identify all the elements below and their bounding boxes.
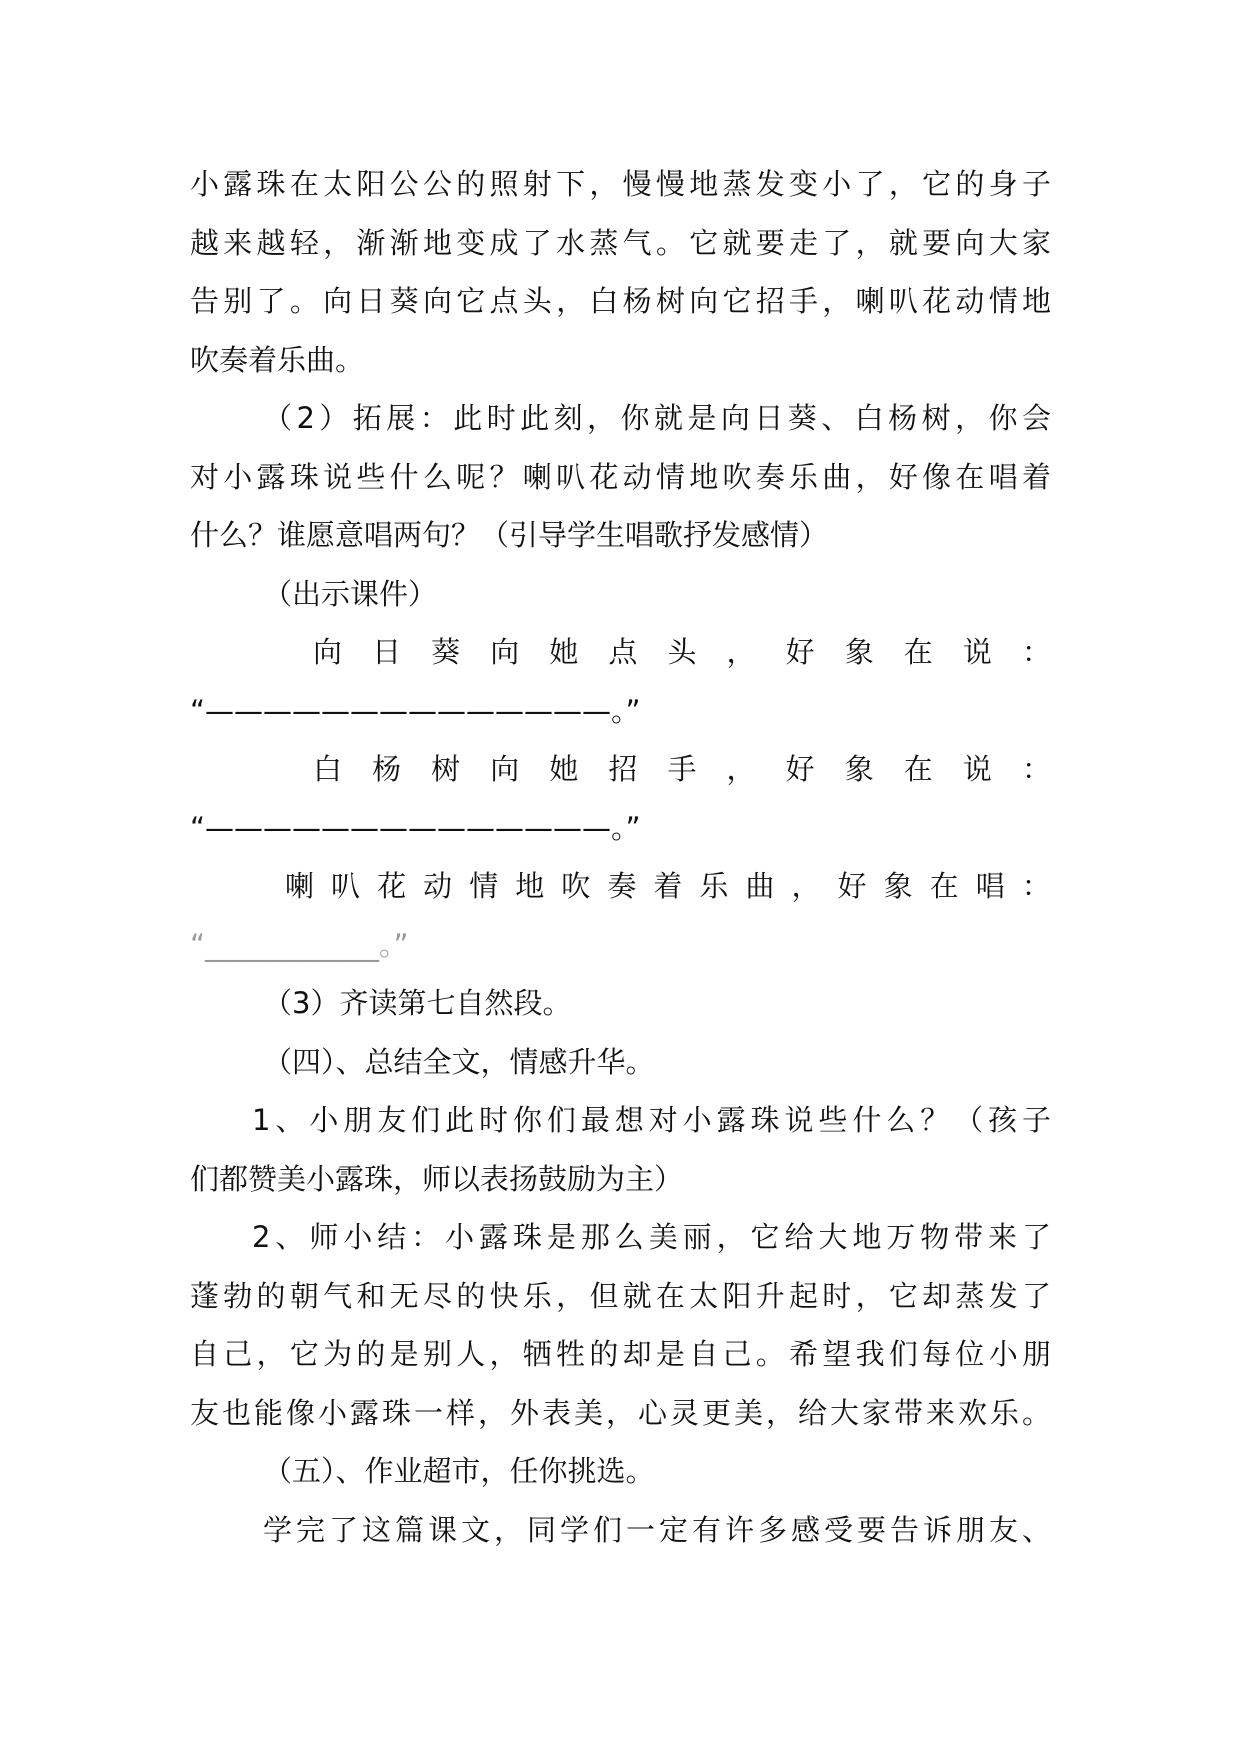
paragraph-line: 2、师小结：小露珠是那么美丽，它给大地万物带来了 xyxy=(252,1220,1051,1254)
section-heading: （五）、作业超市，任你挑选。 xyxy=(263,1454,655,1488)
paragraph-line: （出示课件） xyxy=(263,576,438,611)
paragraph-line: 学完了这篇课文，同学们一定有许多感受要告诉朋友、 xyxy=(263,1512,1051,1547)
courseware-line: 向 日 葵 向 她 点 头 ， 好 象 在 说 ： xyxy=(313,635,1051,669)
paragraph-line: 蓬勃的朝气和无尽的快乐，但就在太阳升起时，它却蒸发了 xyxy=(190,1278,1051,1313)
paragraph-line: （3）齐读第七自然段。 xyxy=(263,986,572,1020)
blank-line: “——————————————。” xyxy=(190,693,641,728)
paragraph-line: 小露珠在太阳公公的照射下，慢慢地蒸发变小了，它的身子 xyxy=(190,167,1051,201)
blank-line: “____________。” xyxy=(190,927,409,962)
paragraph-line: （2）拓展：此时此刻，你就是向日葵、白杨树，你会 xyxy=(263,401,1051,435)
courseware-line: 喇 叭 花 动 情 地 吹 奏 着 乐 曲 ， 好 象 在 唱 ： xyxy=(285,869,1051,903)
courseware-line: 白 杨 树 向 她 招 手 ， 好 象 在 说 ： xyxy=(313,752,1051,786)
section-heading: （四）、总结全文，情感升华。 xyxy=(263,1044,655,1079)
paragraph-line: 什么？谁愿意唱两句？（引导学生唱歌抒发感情） xyxy=(190,518,829,552)
blank-line: “——————————————。” xyxy=(190,810,641,845)
paragraph-line: 吹奏着乐曲。 xyxy=(190,342,365,377)
paragraph-line: 对小露珠说些什么呢？喇叭花动情地吹奏乐曲，好像在唱着 xyxy=(190,459,1051,494)
paragraph-line: 们都赞美小露珠，师以表扬鼓励为主） xyxy=(190,1161,684,1196)
paragraph-line: 越来越轻，渐渐地变成了水蒸气。它就要走了，就要向大家 xyxy=(190,225,1051,260)
paragraph-line: 1、小朋友们此时你们最想对小露珠说些什么？（孩子 xyxy=(252,1103,1051,1137)
paragraph-line: 告别了。向日葵向它点头，白杨树向它招手，喇叭花动情地 xyxy=(190,284,1051,318)
paragraph-line: 自己，它为的是别人，牺牲的却是自己。希望我们每位小朋 xyxy=(190,1337,1051,1371)
paragraph-line: 友也能像小露珠一样，外表美，心灵更美，给大家带来欢乐。 xyxy=(190,1395,1051,1430)
